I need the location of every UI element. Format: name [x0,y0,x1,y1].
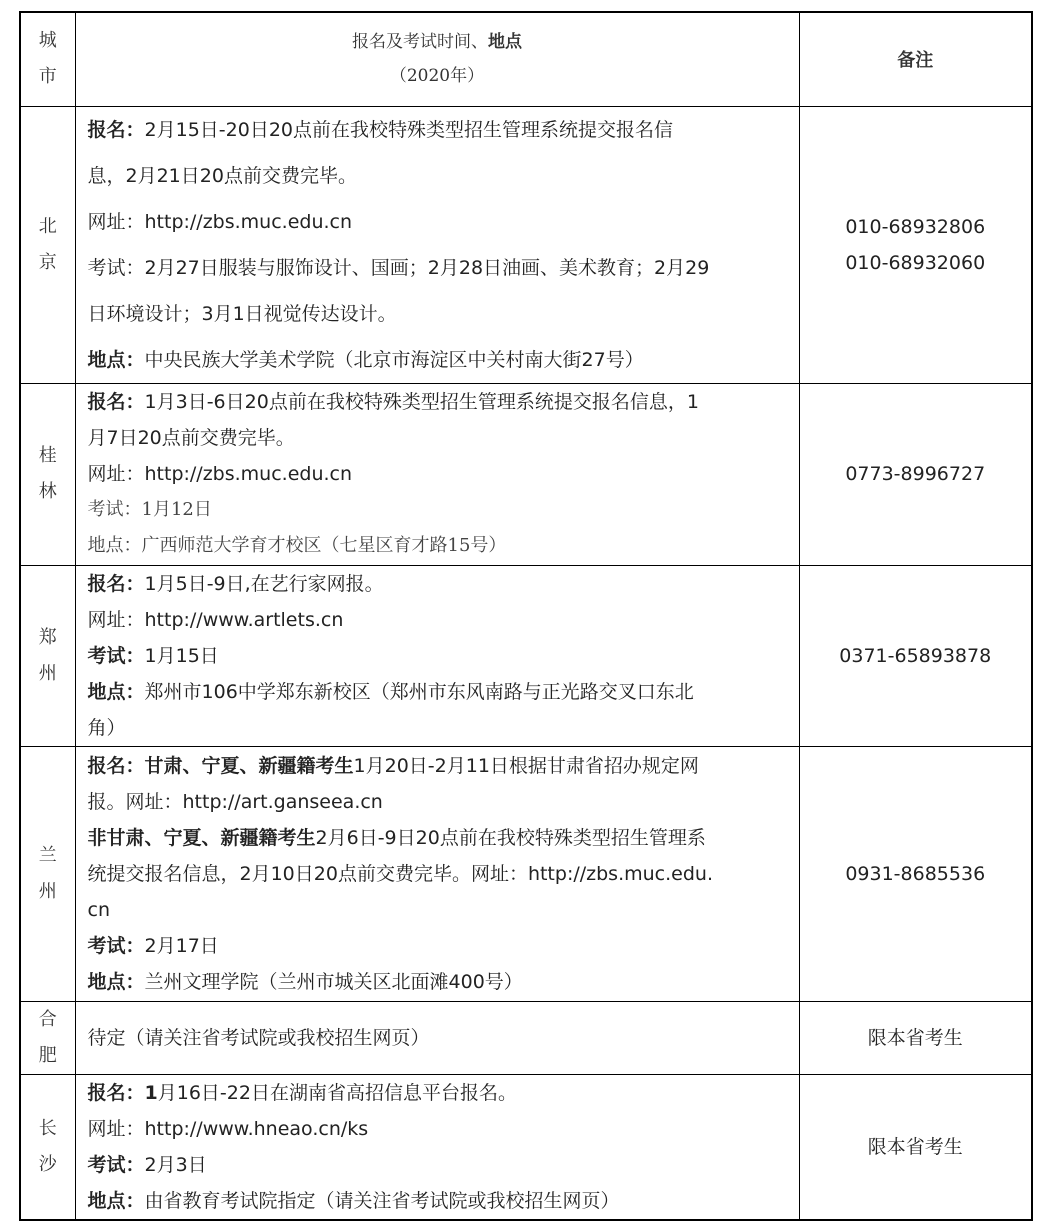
info-line: 角） [87,716,126,739]
header-main-cell [75,12,799,106]
info-line: 考试：2月3日 [87,1153,207,1176]
info-line: 考试：2月17日 [87,934,219,957]
city-char: 郑 [38,626,57,648]
table-row [20,565,1032,746]
info-line: 报名：2月15日-20日20点前在我校特殊类型招生管理系统提交报名信 [87,118,673,141]
city-char: 林 [38,481,57,502]
info-line: 考试：1月12日 [87,499,212,520]
info-line: 非甘肃、宁夏、新疆籍考生2月6日-9日20点前在我校特殊类型招生管理系 [87,826,706,849]
info-line: 地点：广西师范大学育才校区（七星区育才路15号） [87,535,507,556]
info-line: 地点：由省教育考试院指定（请关注省考试院或我校招生网页） [87,1189,620,1212]
info-cell [75,106,799,383]
header-year: （2020年） [389,66,485,87]
city-char: 北 [38,215,57,237]
phone-number: 0931-8685536 [845,862,986,885]
city-char: 京 [38,251,57,273]
city-cell [20,1074,75,1220]
city-cell [20,565,75,746]
city-char: 桂 [38,445,57,466]
info-line: 考试：2月27日服装与服饰设计、国画；2月28日油画、美术教育；2月29 [87,256,710,279]
note-text: 限本省考生 [867,1135,963,1158]
phone-number: 010-68932806 [845,215,986,238]
exam-schedule-table [19,11,1033,1221]
note-cell [799,1074,1032,1220]
info-line: 考试：1月15日 [87,644,219,667]
info-cell [75,383,799,565]
info-line: 待定（请关注省考试院或我校招生网页） [87,1026,430,1049]
header-main-title: 报名及考试时间、 [352,32,488,53]
phone-number: 0371-65893878 [839,644,992,667]
city-char: 长 [38,1117,57,1139]
info-line: 网址：http://www.hneao.cn/ks [87,1117,369,1140]
table-row [20,1074,1032,1220]
info-line: 报名：1月3日-6日20点前在我校特殊类型招生管理系统提交报名信息，1 [87,391,699,413]
city-cell [20,383,75,565]
info-line: 地点：郑州市106中学郑东新校区（郑州市东风南路与正光路交叉口东北 [87,680,694,703]
note-cell [799,565,1032,746]
city-char: 兰 [38,844,57,866]
city-cell [20,746,75,1001]
header-row [20,12,1032,106]
info-line: 报名：甘肃、宁夏、新疆籍考生1月20日-2月11日根据甘肃省招办规定网 [87,754,699,777]
info-line: 息，2月21日20点前交费完毕。 [87,164,357,187]
info-line: 日环境设计；3月1日视觉传达设计。 [87,302,397,325]
table-row [20,746,1032,1001]
info-line: 网址：http://www.artlets.cn [87,608,344,631]
city-char: 州 [38,662,57,684]
phone-number: 010-68932060 [845,251,986,274]
info-line: 报名：1月16日-22日在湖南省高招信息平台报名。 [87,1081,517,1104]
city-cell [20,106,75,383]
info-line: 网址：http://zbs.muc.edu.cn [87,210,353,233]
city-char: 肥 [38,1044,57,1066]
header-city-char: 城 [38,30,57,52]
city-char: 州 [38,880,57,902]
info-line: 月7日20点前交费完毕。 [87,427,295,449]
info-cell [75,1074,799,1220]
info-line: 统提交报名信息，2月10日20点前交费完毕。网址：http://zbs.muc.edu. [87,862,713,885]
city-cell [20,1001,75,1074]
phone-number: 0773-8996727 [845,463,986,485]
note-text: 限本省考生 [867,1026,963,1049]
info-line: 地点：兰州文理学院（兰州市城关区北面滩400号） [87,970,523,993]
info-line: 网址：http://zbs.muc.edu.cn [87,463,353,485]
table-row [20,1001,1032,1074]
note-cell [799,1001,1032,1074]
header-note-cell [799,12,1032,106]
info-cell [75,746,799,1001]
header-note: 备注 [897,50,934,72]
note-cell [799,383,1032,565]
info-cell [75,565,799,746]
info-cell [75,1001,799,1074]
note-cell [799,746,1032,1001]
city-char: 沙 [38,1153,57,1175]
table-row [20,106,1032,383]
city-char: 合 [38,1008,57,1030]
note-cell [799,106,1032,383]
info-line: cn [87,898,110,921]
table-row [20,383,1032,565]
info-line: 报名：1月5日-9日,在艺行家网报。 [87,572,384,595]
header-city-cell [20,12,75,106]
info-line: 地点：中央民族大学美术学院（北京市海淀区中关村南大街27号） [87,348,644,371]
header-main-title-bold: 地点 [488,32,522,53]
info-line: 报。网址：http://art.ganseea.cn [87,790,383,813]
header-city-char: 市 [38,66,57,88]
